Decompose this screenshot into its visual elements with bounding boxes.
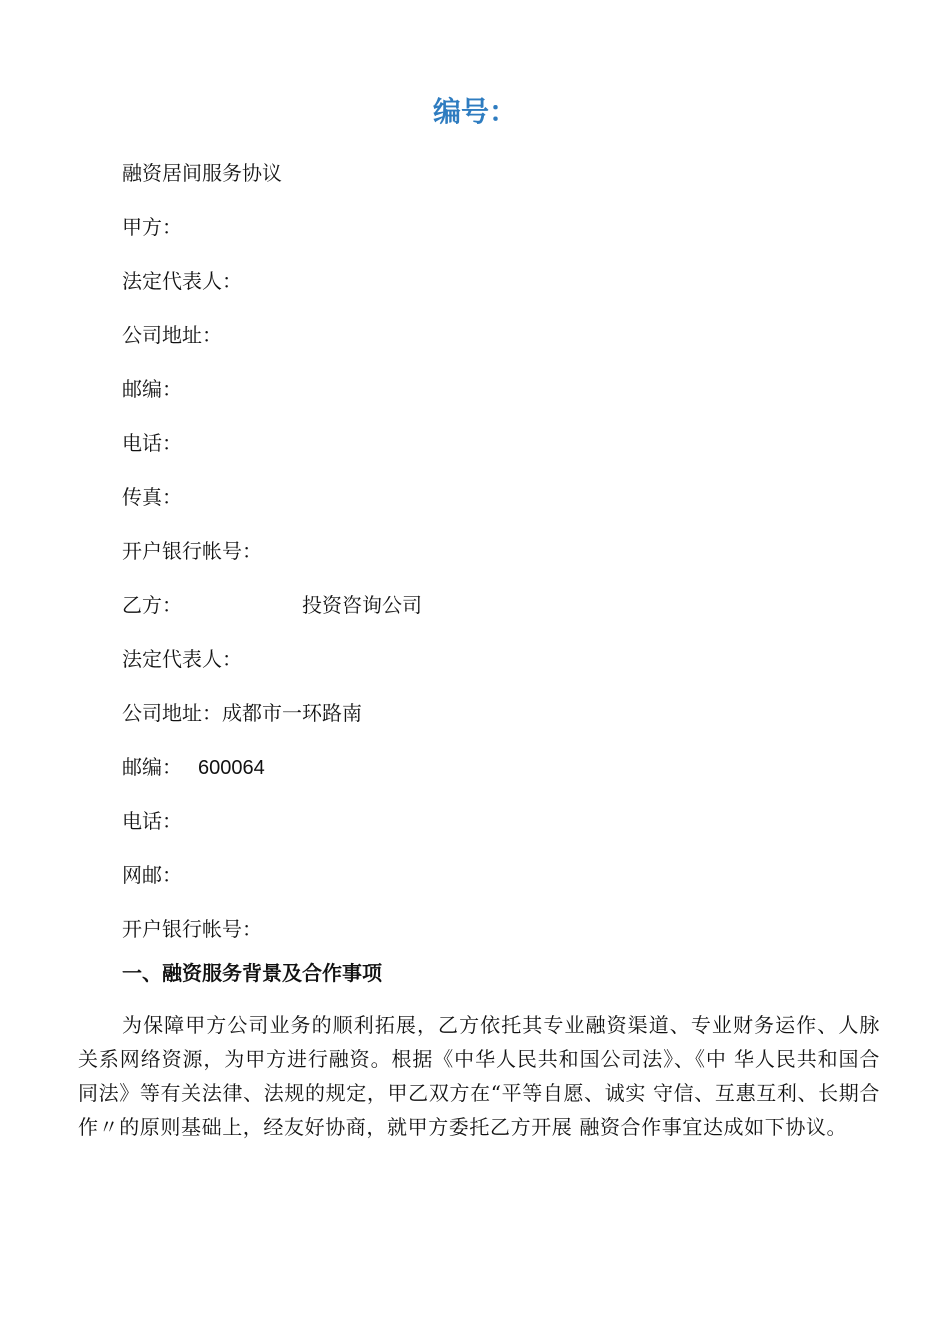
party-b-zip-label: 邮编： (122, 755, 182, 779)
party-b-email-line (122, 848, 882, 902)
party-b-address-value: 成都市一环路南 (222, 701, 362, 725)
section-1-paragraph: 为保障甲方公司业务的顺利拓展，乙方依托其专业融资渠道、专业财务运作、人脉关系网络资源，为甲方进行融资。根据《中华人民共和国公司法》、《中 华人民共和国合同法》等有关法律、法规的规定，甲乙双方在“平等自愿、诚实 守信、互惠互利、长期合作〃的原则基础上，经友好协商，就甲方委托乙方开展 融资合作事宜达成如下协议。 (78, 1013, 880, 1139)
party-a-name-label: 甲方： (122, 215, 182, 239)
field-list (122, 146, 882, 956)
party-a-zip-line (122, 362, 882, 416)
party-a-bank-line (122, 524, 882, 578)
party-a-name-line (122, 200, 882, 254)
party-b-address-label: 公司地址： (122, 701, 222, 725)
party-b-email-label: 网邮： (122, 863, 182, 887)
party-a-address-line (122, 308, 882, 362)
party-b-bank-label: 开户银行帐号： (122, 917, 262, 941)
party-b-address-line (122, 686, 882, 740)
party-b-phone-label: 电话： (122, 809, 182, 833)
document-number-title: 编号： (432, 95, 517, 128)
party-a-address-label: 公司地址： (122, 323, 222, 347)
party-b-phone-line (122, 794, 882, 848)
document-title (122, 146, 882, 200)
party-a-zip-label: 邮编： (122, 377, 182, 401)
party-b-zip-line (122, 740, 882, 794)
party-a-fax-label: 传真： (122, 485, 182, 509)
document-title-text: 融资居间服务协议 (122, 161, 282, 185)
party-a-phone-line (122, 416, 882, 470)
party-b-rep-label: 法定代表人： (122, 647, 242, 671)
party-b-name-line (122, 578, 882, 632)
party-a-rep-line (122, 254, 882, 308)
party-a-fax-line (122, 470, 882, 524)
party-a-rep-label: 法定代表人： (122, 269, 242, 293)
section-1-heading: 一、融资服务背景及合作事项 (122, 961, 382, 985)
party-b-rep-line (122, 632, 882, 686)
party-b-name-label: 乙方： (122, 593, 182, 617)
party-a-bank-label: 开户银行帐号： (122, 539, 262, 563)
party-b-name-value: 投资咨询公司 (302, 593, 422, 617)
party-b-zip-value: 600064 (198, 757, 265, 779)
party-a-phone-label: 电话： (122, 431, 182, 455)
